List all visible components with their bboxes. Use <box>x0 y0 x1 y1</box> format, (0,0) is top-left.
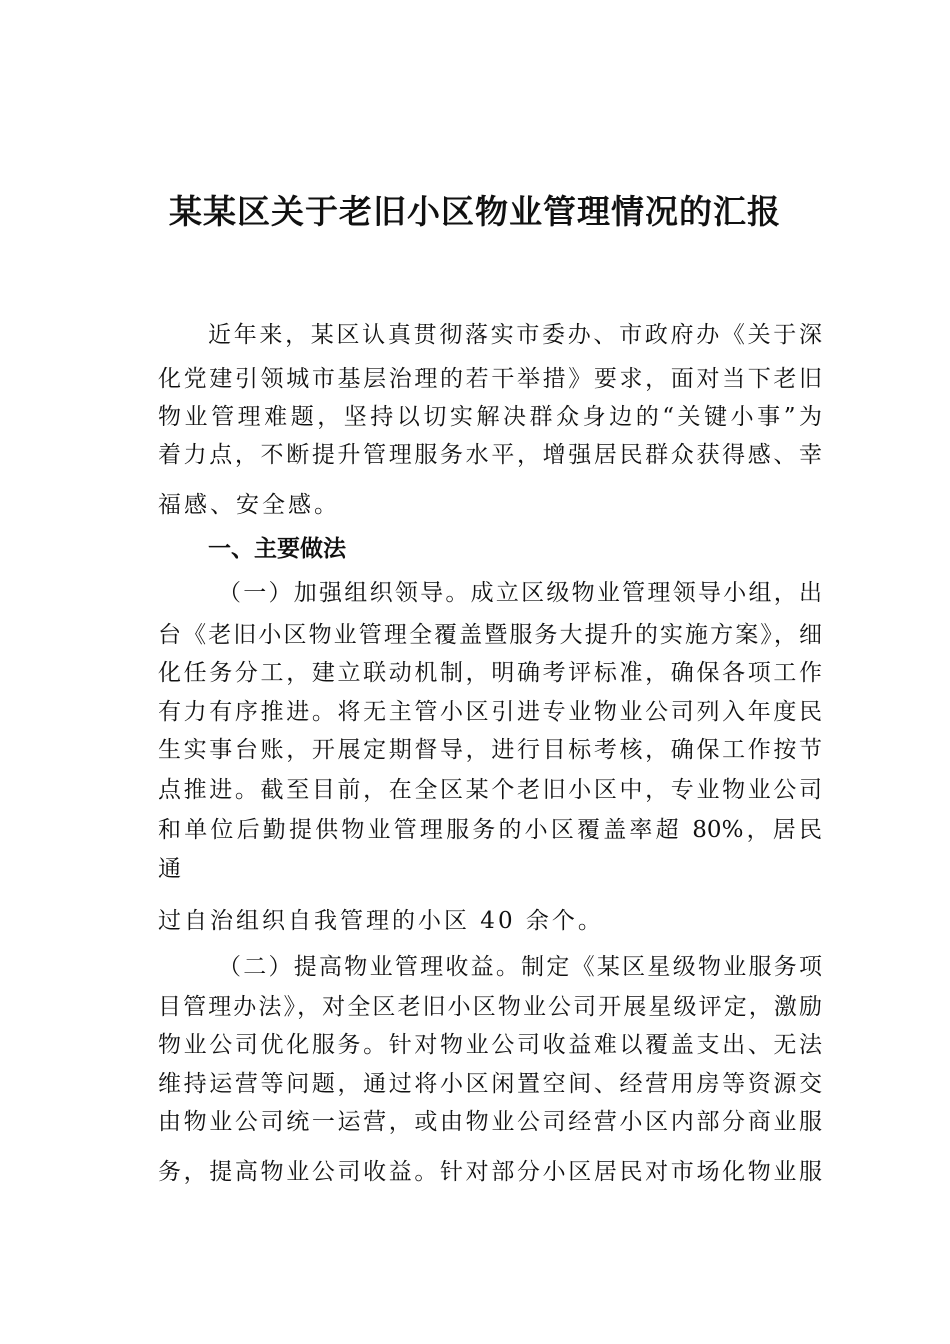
para1-line-3: 化任务分工，建立联动机制，明确考评标准，确保各项工作 <box>158 660 822 686</box>
para2-line-5: 由物业公司统一运营，或由物业公司经营小区内部分商业服 <box>158 1109 822 1135</box>
para2-line-3: 物业公司优化服务。针对物业公司收益难以覆盖支出、无法 <box>158 1032 822 1058</box>
section-heading: 一、主要做法 <box>208 536 346 562</box>
intro-line-1: 近年来，某区认真贯彻落实市委办、市政府办《关于深 <box>208 322 822 348</box>
intro-line-2: 化党建引领城市基层治理的若干举措》要求，面对当下老旧 <box>158 366 822 392</box>
intro-line-5: 福感、安全感。 <box>158 492 340 518</box>
para1-line-8: 通 <box>158 856 184 882</box>
para2-line-6: 务，提高物业公司收益。针对部分小区居民对市场化物业服 <box>158 1159 822 1185</box>
para1-line-4: 有力有序推进。将无主管小区引进专业物业公司列入年度民 <box>158 699 822 725</box>
intro-line-4: 着力点，不断提升管理服务水平，增强居民群众获得感、幸 <box>158 442 822 468</box>
para2-line-2: 目管理办法》，对全区老旧小区物业公司开展星级评定，激励 <box>158 994 822 1020</box>
para1-line-7: 和单位后勤提供物业管理服务的小区覆盖率超 80%，居民 <box>158 817 822 843</box>
para1-line-6: 点推进。截至目前，在全区某个老旧小区中，专业物业公司 <box>158 777 822 803</box>
para2-line-4: 维持运营等问题，通过将小区闲置空间、经营用房等资源交 <box>158 1071 822 1097</box>
intro-line-3: 物业管理难题，坚持以切实解决群众身边的“关键小事”为 <box>158 404 822 430</box>
para1-line-1: （一）加强组织领导。成立区级物业管理领导小组，出 <box>218 580 822 606</box>
para1-line-2: 台《老旧小区物业管理全覆盖暨服务大提升的实施方案》，细 <box>158 622 822 648</box>
para2-line-1: （二）提高物业管理收益。制定《某区星级物业服务项 <box>218 954 822 980</box>
para1-line-5: 生实事台账，开展定期督导，进行目标考核，确保工作按节 <box>158 737 822 763</box>
document-title: 某某区关于老旧小区物业管理情况的汇报 <box>169 192 781 231</box>
para1-line-9: 过自治组织自我管理的小区 40 余个。 <box>158 908 604 934</box>
